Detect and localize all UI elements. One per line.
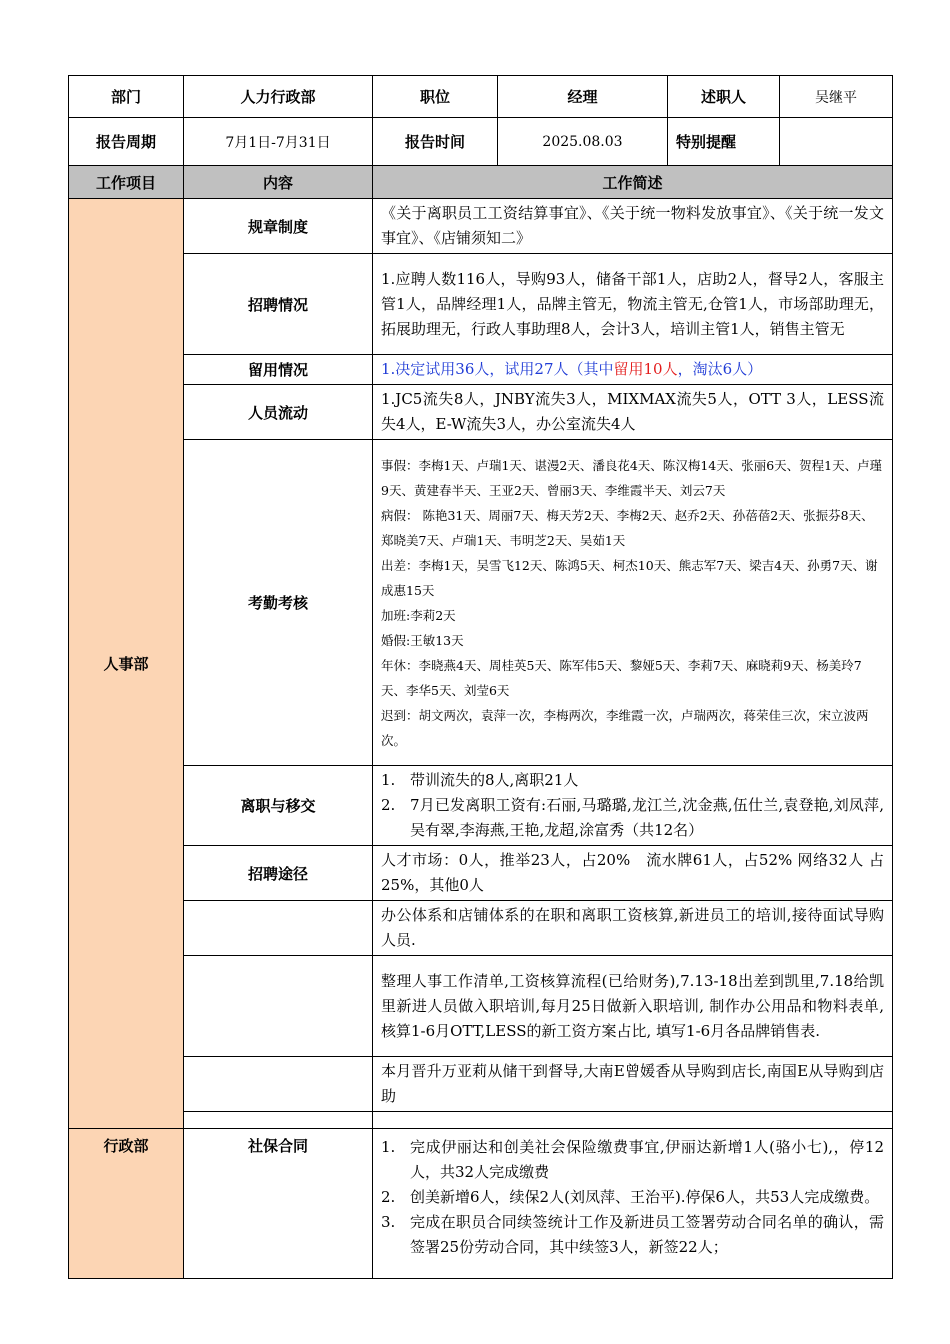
retention-text-a: 1.决定试用36人，试用27人（其中 [381, 360, 614, 378]
retention-text-highlight: 留用10人 [613, 360, 678, 378]
attendance-business-trip: 出差：李梅1天，吴雪飞12天、陈鸿5天、柯杰10天、熊志军7天、梁吉4天、孙勇7天、谢成惠15天 [381, 557, 878, 598]
col-header-desc: 工作简述 [373, 166, 893, 199]
list-item [381, 1185, 884, 1210]
empty-cell [184, 1057, 373, 1112]
channel-label: 招聘途径 [184, 846, 373, 901]
col-header-content: 内容 [184, 166, 373, 199]
list-number: 1. [381, 1138, 396, 1156]
reporter-value: 吴继平 [780, 76, 893, 118]
social-label: 社保合同 [184, 1129, 373, 1279]
empty-cell [184, 1112, 373, 1129]
period-value: 7月1日-7月31日 [184, 118, 373, 166]
retention-label: 留用情况 [184, 355, 373, 385]
list-item [381, 768, 884, 793]
list-text: 完成伊丽达和创美社会保险缴费事宜,伊丽达新增1人(骆小七),，停12人，共32人完成缴费 [410, 1138, 884, 1181]
list-text: 带训流失的8人,离职21人 [410, 771, 579, 789]
channel-text: 人才市场：0人，推举23人，占20% 流水牌61人，占52% 网络32人 占25%，其他0人 [373, 846, 893, 901]
list-item [381, 793, 884, 843]
col-header-item: 工作项目 [69, 166, 184, 199]
position-label: 职位 [373, 76, 498, 118]
empty-cell [373, 1112, 893, 1129]
list-number: 1. [381, 771, 396, 789]
reminder-label: 特别提醒 [668, 118, 780, 166]
time-value: 2025.08.03 [498, 118, 668, 166]
list-number: 3. [381, 1213, 396, 1231]
report-table [68, 75, 893, 1279]
attendance-personal-leave: 事假：李梅1天、卢瑞1天、谌漫2天、潘良花4天、陈汉梅14天、张丽6天、贺程1天、卢瑾9天、黄建春半天、王亚2天、曾丽3天、李维霞半天、刘云7天 [381, 457, 883, 498]
rules-label: 规章制度 [184, 199, 373, 254]
list-text: 创美新增6人，续保2人(刘凤萍、王治平).停保6人，共53人完成缴费。 [410, 1188, 880, 1206]
period-label: 报告周期 [69, 118, 184, 166]
reporter-label: 述职人 [668, 76, 780, 118]
rules-text: 《关于离职员工工资结算事宜》、《关于统一物料发放事宜》、《关于统一发文事宜》、《店铺须知二》 [373, 199, 893, 254]
time-label: 报告时间 [373, 118, 498, 166]
reminder-value [780, 118, 893, 166]
attendance-marriage-leave: 婚假:王敏13天 [381, 632, 464, 648]
empty-cell [184, 901, 373, 956]
dept-value: 人力行政部 [184, 76, 373, 118]
flow-text: 1.JC5流失8人，JNBY流失3人，MIXMAX流失5人，OTT 3人，LESS流失4人，E-W流失3人，办公室流失4人 [373, 385, 893, 440]
extra-text-3: 本月晋升万亚莉从储干到督导,大南E曾媛香从导购到店长,南国E从导购到店助 [373, 1057, 893, 1112]
extra-text-2: 整理人事工作清单,工资核算流程(已给财务),7.13-18出差到凯里,7.18给凯里新进人员做入职培训,每月25日做新入职培训, 制作办公用品和物料表单,核算1-6月OTT,LESS的新工资方案占比, 填写1-6月各品牌销售表. [373, 956, 893, 1057]
dept-label: 部门 [69, 76, 184, 118]
admin-section-label: 行政部 [69, 1129, 184, 1279]
list-text: 7月已发离职工资有:石丽,马璐璐,龙江兰,沈金燕,伍仕兰,袁登艳,刘凤萍,吴有翠,李海燕,王艳,龙超,涂富秀（共12名） [410, 796, 884, 839]
retention-text-c: ，淘汰6人） [677, 360, 763, 378]
list-number: 2. [381, 1188, 396, 1206]
resign-label: 离职与移交 [184, 766, 373, 846]
hr-section-label: 人事部 [69, 199, 184, 1129]
attendance-overtime: 加班:李莉2天 [381, 607, 456, 623]
attendance-text [373, 440, 893, 766]
recruit-label: 招聘情况 [184, 254, 373, 355]
list-item [381, 1135, 884, 1185]
flow-label: 人员流动 [184, 385, 373, 440]
social-text [373, 1129, 893, 1279]
position-value: 经理 [498, 76, 668, 118]
attendance-sick-leave: 病假： 陈艳31天、周丽7天、梅天芳2天、李梅2天、赵乔2天、孙蓓蓓2天、张振芬8天、郑晓美7天、卢瑞1天、韦明芝2天、吴茹1天 [381, 507, 874, 548]
extra-text-1: 办公体系和店铺体系的在职和离职工资核算,新进员工的培训,接待面试导购人员. [373, 901, 893, 956]
retention-text [373, 355, 893, 385]
resign-text [373, 766, 893, 846]
empty-cell [184, 956, 373, 1057]
list-item [381, 1210, 884, 1260]
list-number: 2. [381, 796, 396, 814]
recruit-text: 1.应聘人数116人，导购93人，储备干部1人，店助2人，督导2人，客服主管1人，品牌经理1人，品牌主管无，物流主管无,仓管1人，市场部助理无，拓展助理无，行政人事助理8人，会计3人，培训主管1人，销售主管无 [373, 254, 893, 355]
attendance-label: 考勤考核 [184, 440, 373, 766]
attendance-late: 迟到：胡文两次，袁萍一次，李梅两次，李维霞一次，卢瑞两次，蒋荣佳三次，宋立波两次。 [381, 707, 869, 748]
attendance-annual-leave: 年休：李晓燕4天、周桂英5天、陈军伟5天、黎娅5天、李莉7天、麻晓莉9天、杨美玲7天、李华5天、刘莹6天 [381, 657, 862, 698]
list-text: 完成在职员合同续签统计工作及新进员工签署劳动合同名单的确认，需签署25份劳动合同，其中续签3人，新签22人； [410, 1213, 884, 1256]
